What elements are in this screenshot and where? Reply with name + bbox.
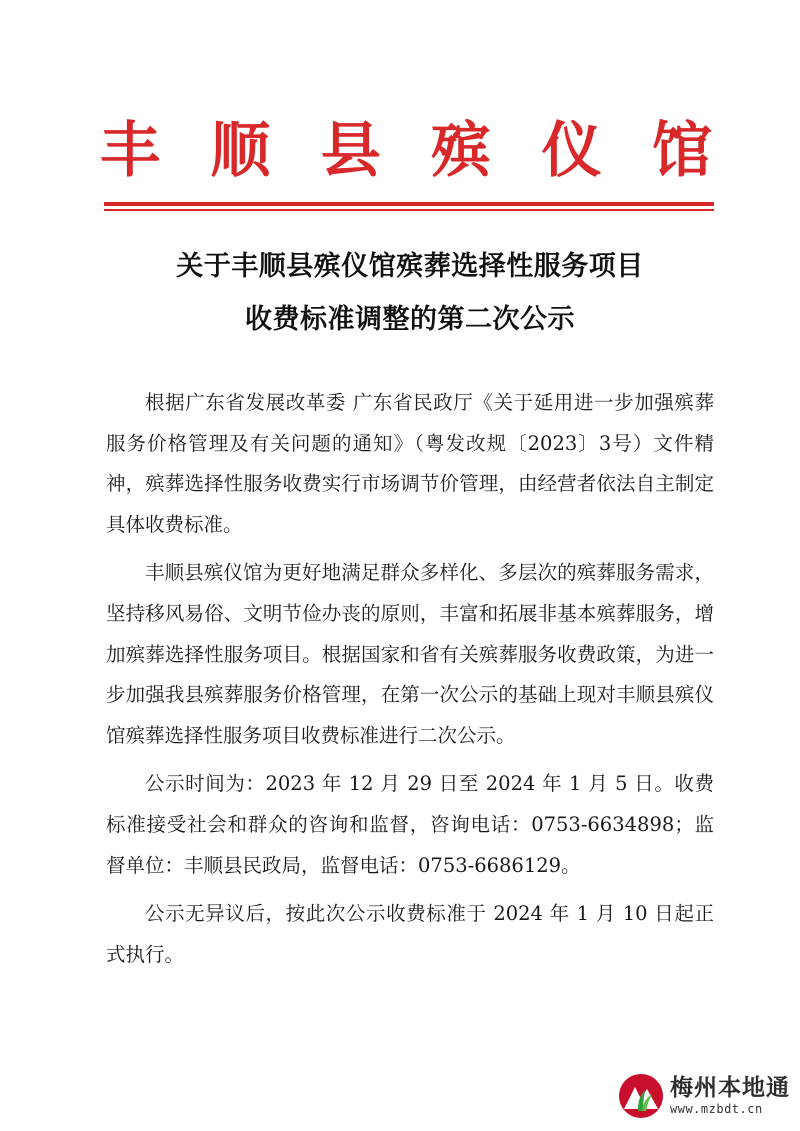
site-watermark xyxy=(618,1068,794,1124)
mountain-logo-icon xyxy=(618,1073,664,1119)
letterhead-char: 顺 xyxy=(210,116,271,186)
document-body xyxy=(106,383,714,983)
document-title-line2: 收费标准调整的第二次公示 xyxy=(245,304,575,335)
letterhead xyxy=(100,116,712,186)
body-paragraph: 公示无异议后，按此次公示收费标准于 2024 年 1 月 10 日起正式执行。 xyxy=(106,902,714,966)
letterhead-char: 仪 xyxy=(541,116,602,186)
document-title-line1: 关于丰顺县殡仪馆殡葬选择性服务项目 xyxy=(176,251,644,282)
letterhead-divider-thin xyxy=(104,209,714,211)
body-paragraph: 根据广东省发展改革委 广东省民政厅《关于延用进一步加强殡葬服务价格管理及有关问题的通知》（粤发改规〔2023〕3号）文件精神，殡葬选择性服务收费实行市场调节价管理，由经营者依法自主制定具体收费标准。 xyxy=(106,391,714,536)
letterhead-char: 丰 xyxy=(100,116,160,186)
letterhead-divider-thick xyxy=(104,202,714,206)
body-paragraph: 公示时间为：2023 年 12 月 29 日至 2024 年 1 月 5 日。收费标准接受社会和群众的咨询和监督，咨询电话：0753-6634898；监督单位：丰顺县民政局，监督电话：0753-6686129。 xyxy=(106,772,714,877)
body-paragraph: 丰顺县殡仪馆为更好地满足群众多样化、多层次的殡葬服务需求，坚持移风易俗、文明节俭办丧的原则，丰富和拓展非基本殡葬服务，增加殡葬选择性服务项目。根据国家和省有关殡葬服务收费政策，为进一步加强我县殡葬服务价格管理，在第一次公示的基础上现对丰顺县殡仪馆殡葬选择性服务项目收费标准进行二次公示。 xyxy=(106,561,714,747)
letterhead-char: 县 xyxy=(320,116,381,186)
letterhead-char: 馆 xyxy=(651,116,712,186)
watermark-site-url: www.mzbdt.cn xyxy=(670,1102,763,1116)
watermark-site-name: 梅州本地通 xyxy=(670,1075,790,1101)
letterhead-char: 殡 xyxy=(431,116,492,186)
